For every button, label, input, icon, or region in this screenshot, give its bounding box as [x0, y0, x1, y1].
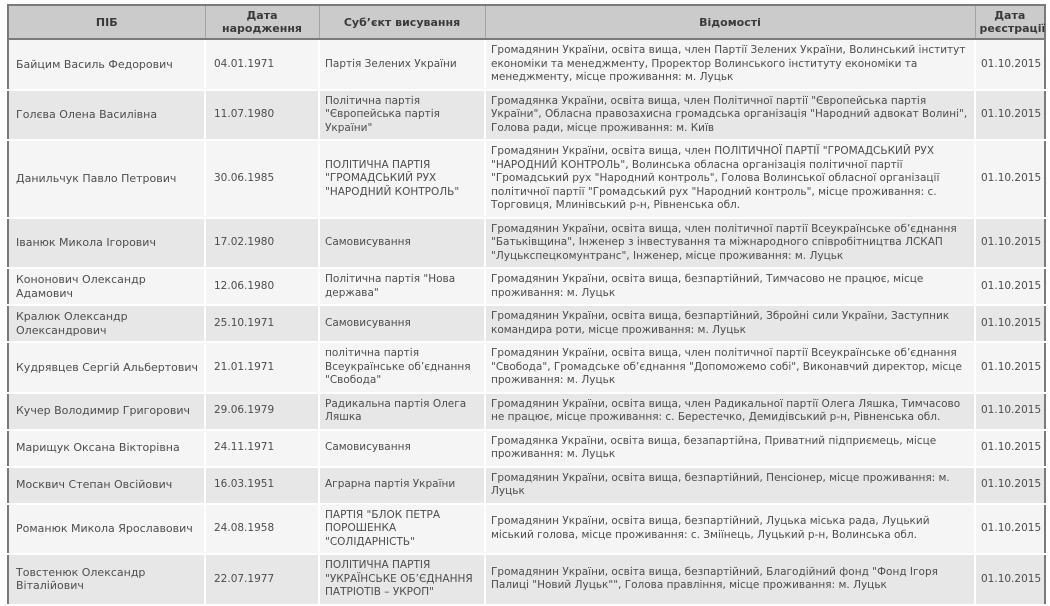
- candidate-registration-date: 01.10.2015: [975, 305, 1045, 342]
- candidate-name: Марищук Оксана Вікторівна: [8, 430, 205, 467]
- candidate-details: Громадянин України, освіта вища, безпартійний, Збройні сили України, Заступник командира роти, місце проживання: м. Луцьк: [485, 305, 975, 342]
- candidates-table: [7, 4, 1046, 606]
- candidate-nominator: Радикальна партія Олега Ляшка: [319, 393, 485, 430]
- candidate-nominator: Партія Зелених України: [319, 39, 485, 90]
- candidate-name: Кралюк Олександр Олександрович: [8, 305, 205, 342]
- table-header: [8, 5, 1045, 39]
- candidate-details: Громадянин України, освіта вища, безпартійний, Благодійний фонд "Фонд Ігоря Палиці "Новий Луцьк"", Голова правління, місце проживання: м. Луцьк: [485, 554, 975, 605]
- candidate-name: Кучер Володимир Григорович: [8, 393, 205, 430]
- candidate-birth-date: 11.07.1980: [205, 90, 319, 141]
- candidate-details: Громадянин України, освіта вища, член Партії Зелених України, Волинський інститут економіки та менеджменту, Проректор Волинського інституту економіки та менеджменту, місце проживання: м. Луцьк: [485, 39, 975, 90]
- candidates-body: [8, 39, 1045, 605]
- table-row: [8, 554, 1045, 605]
- candidate-registration-date: 01.10.2015: [975, 430, 1045, 467]
- column-header-name: ПІБ: [8, 5, 205, 39]
- candidate-nominator: ПОЛІТИЧНА ПАРТІЯ "УКРАЇНСЬКЕ ОБ’ЄДНАННЯ ПАТРІОТІВ – УКРОП": [319, 554, 485, 605]
- candidate-nominator: політична партія Всеукраїнське об’єднання "Свобода": [319, 342, 485, 393]
- candidate-registration-date: 01.10.2015: [975, 504, 1045, 555]
- table-row: [8, 268, 1045, 305]
- candidate-details: Громадянин України, освіта вища, член політичної партії Всеукраїнське об’єднання "Батьківщина", Інженер з інвестування та міжнародного співробітництва ЛСКАП "Луцькспецкомунтранс", Інженер, місце проживання: м. Луцьк: [485, 218, 975, 269]
- candidate-nominator: ПАРТІЯ "БЛОК ПЕТРА ПОРОШЕНКА "СОЛІДАРНІСТЬ": [319, 504, 485, 555]
- candidate-name: Кудрявцев Сергій Альбертович: [8, 342, 205, 393]
- candidate-registration-date: 01.10.2015: [975, 218, 1045, 269]
- candidate-nominator: Політична партія "Європейська партія України": [319, 90, 485, 141]
- candidate-registration-date: 01.10.2015: [975, 140, 1045, 218]
- candidate-birth-date: 21.01.1971: [205, 342, 319, 393]
- candidate-name: Данильчук Павло Петрович: [8, 140, 205, 218]
- candidate-birth-date: 29.06.1979: [205, 393, 319, 430]
- candidate-name: Романюк Микола Ярославович: [8, 504, 205, 555]
- candidate-nominator: Самовисування: [319, 430, 485, 467]
- candidate-birth-date: 16.03.1951: [205, 467, 319, 504]
- column-header-registration-date: Дата реєстрації: [975, 5, 1045, 39]
- table-row: [8, 39, 1045, 90]
- candidate-registration-date: 01.10.2015: [975, 39, 1045, 90]
- candidate-registration-date: 01.10.2015: [975, 268, 1045, 305]
- candidate-birth-date: 24.08.1958: [205, 504, 319, 555]
- candidate-details: Громадянин України, освіта вища, безпартійний, Тимчасово не працює, місце проживання: м. Луцьк: [485, 268, 975, 305]
- table-row: [8, 342, 1045, 393]
- candidate-name: Кононович Олександр Адамович: [8, 268, 205, 305]
- candidate-details: Громадянин України, освіта вища, член політичної партії Всеукраїнське об’єднання "Свобода", Громадське об’єднання "Допоможемо собі", Виконавчий директор, місце проживання: м. Луцьк: [485, 342, 975, 393]
- candidate-birth-date: 17.02.1980: [205, 218, 319, 269]
- candidate-registration-date: 01.10.2015: [975, 393, 1045, 430]
- candidate-birth-date: 22.07.1977: [205, 554, 319, 605]
- candidate-birth-date: 04.01.1971: [205, 39, 319, 90]
- candidate-nominator: Самовисування: [319, 218, 485, 269]
- table-row: [8, 430, 1045, 467]
- candidate-details: Громадянин України, освіта вища, член Радикальної партії Олега Ляшка, Тимчасово не працює, місце проживання: с. Берестечко, Демидівський р-н, Рівненська обл.: [485, 393, 975, 430]
- column-header-details: Відомості: [485, 5, 975, 39]
- table-row: [8, 504, 1045, 555]
- candidate-details: Громадянин України, освіта вища, безпартійний, Луцька міська рада, Луцький міський голова, місце проживання: с. Зміїнець, Луцький р-н, Волинська обл.: [485, 504, 975, 555]
- candidate-birth-date: 30.06.1985: [205, 140, 319, 218]
- candidate-nominator: Аграрна партія України: [319, 467, 485, 504]
- candidate-registration-date: 01.10.2015: [975, 342, 1045, 393]
- table-row: [8, 140, 1045, 218]
- candidate-nominator: Політична партія "Нова держава": [319, 268, 485, 305]
- table-row: [8, 305, 1045, 342]
- table-row: [8, 393, 1045, 430]
- candidate-name: Товстенюк Олександр Віталійович: [8, 554, 205, 605]
- column-header-nominator: Суб’єкт висування: [319, 5, 485, 39]
- table-row: [8, 218, 1045, 269]
- candidate-birth-date: 12.06.1980: [205, 268, 319, 305]
- candidate-details: Громадянка України, освіта вища, безапартійна, Приватний підприємець, місце проживання: м. Луцьк: [485, 430, 975, 467]
- candidate-nominator: ПОЛІТИЧНА ПАРТІЯ "ГРОМАДСЬКИЙ РУХ "НАРОДНИЙ КОНТРОЛЬ": [319, 140, 485, 218]
- candidate-birth-date: 24.11.1971: [205, 430, 319, 467]
- candidate-details: Громадянка України, освіта вища, член Політичної партії "Європейська партія України", Обласна правозахисна громадська організація "Народний адвокат Волині", Голова ради, місце проживання: м. Київ: [485, 90, 975, 141]
- candidate-birth-date: 25.10.1971: [205, 305, 319, 342]
- candidate-registration-date: 01.10.2015: [975, 90, 1045, 141]
- candidate-name: Москвич Степан Овсійович: [8, 467, 205, 504]
- candidate-name: Іванюк Микола Ігорович: [8, 218, 205, 269]
- candidate-registration-date: 01.10.2015: [975, 554, 1045, 605]
- candidate-details: Громадянин України, освіта вища, член ПОЛІТИЧНОЇ ПАРТІЇ "ГРОМАДСЬКИЙ РУХ "НАРОДНИЙ КОНТРОЛЬ", Волинська обласна організація політичної партії "Громадський рух "Народний контроль", Голова Волинської обласної організації політичної партії "Громадський рух "Народний контроль", місце проживання: с. Торговиця, Млинівський р-н, Рівненська обл.: [485, 140, 975, 218]
- column-header-birth-date: Дата народження: [205, 5, 319, 39]
- candidate-name: Байцим Василь Федорович: [8, 39, 205, 90]
- candidate-nominator: Самовисування: [319, 305, 485, 342]
- candidate-details: Громадянин України, освіта вища, безпартійний, Пенсіонер, місце проживання: м. Луцьк: [485, 467, 975, 504]
- header-row: [8, 5, 1045, 39]
- table-row: [8, 90, 1045, 141]
- candidate-registration-date: 01.10.2015: [975, 467, 1045, 504]
- table-row: [8, 467, 1045, 504]
- candidate-name: Голєва Олена Василівна: [8, 90, 205, 141]
